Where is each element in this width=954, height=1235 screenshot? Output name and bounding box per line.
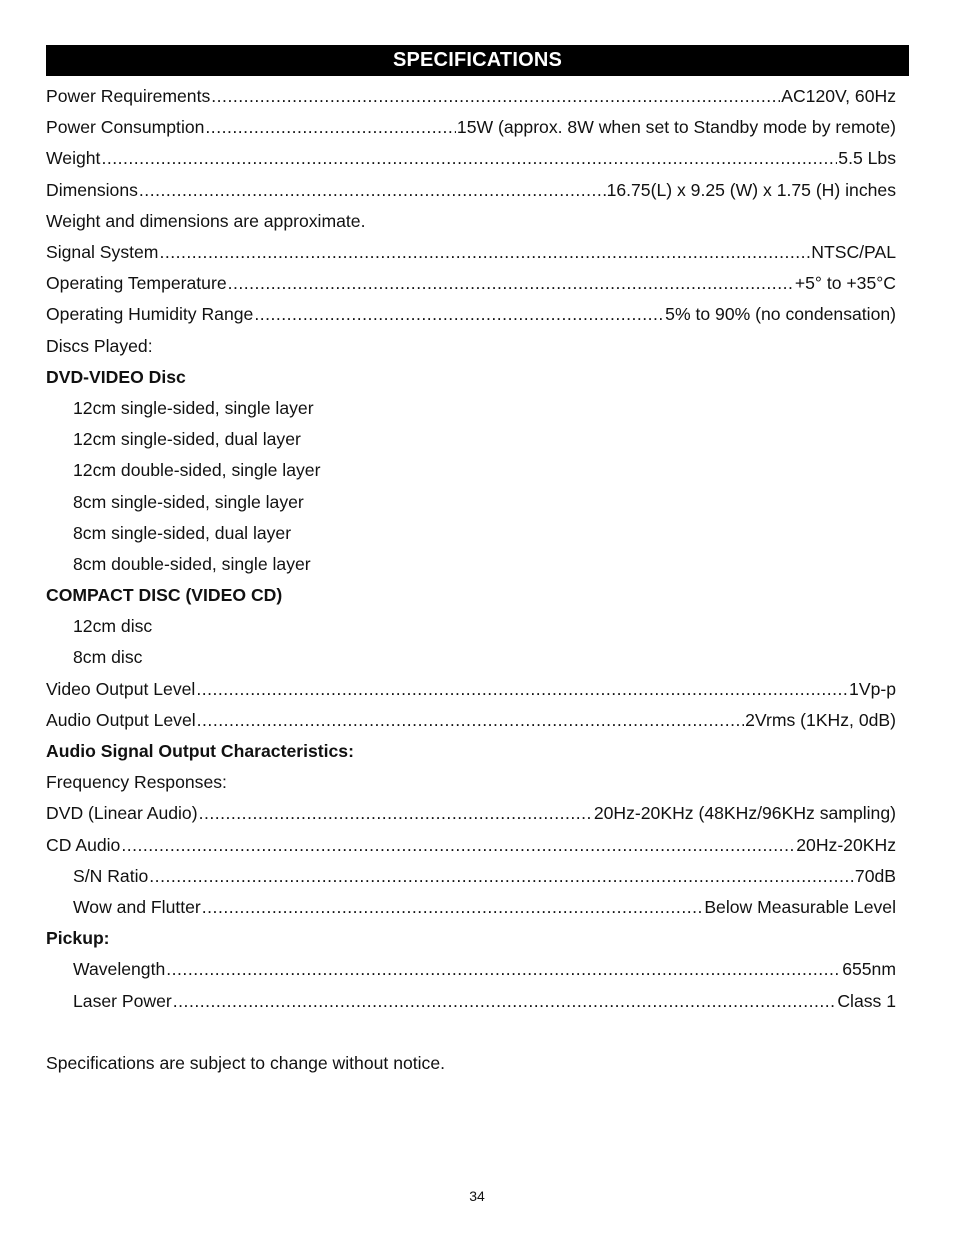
spec-heading: DVD-VIDEO Disc: [46, 366, 186, 387]
spec-item: 12cm single-sided, single layer: [73, 397, 314, 418]
spec-value: 1Vp-p: [849, 678, 896, 699]
spec-heading: Audio Signal Output Characteristics:: [46, 741, 354, 762]
spec-row-operating-temperature: [46, 268, 896, 299]
spec-row-wavelength: [46, 954, 896, 985]
spec-row-video-output-level: [46, 674, 896, 705]
spec-value: 20Hz-20KHz (48KHz/96KHz sampling): [593, 803, 896, 824]
spec-row-weight: [46, 143, 896, 174]
spec-value: Below Measurable Level: [704, 896, 896, 917]
spec-item: 8cm single-sided, single layer: [73, 491, 304, 512]
leader-dots: [159, 242, 810, 263]
spec-heading-discs-played: [46, 331, 896, 362]
spec-label: Audio Output Level: [46, 709, 196, 730]
page-title: SPECIFICATIONS: [46, 45, 909, 76]
spec-label: Video Output Level: [46, 678, 196, 699]
leader-dots: [199, 803, 593, 824]
spec-label: Wavelength: [73, 959, 166, 980]
page-number: 34: [469, 1188, 485, 1204]
leader-dots: [173, 991, 837, 1012]
footer-note-text: Specifications are subject to change without notice.: [46, 1052, 446, 1073]
spacer: [46, 1017, 896, 1048]
spec-row-wow-flutter: [46, 892, 896, 923]
leader-dots: [149, 866, 854, 887]
leader-dots: [205, 117, 456, 138]
spec-item: 12cm double-sided, single layer: [73, 460, 321, 481]
spec-heading-compact-disc: [46, 580, 896, 611]
leader-dots: [254, 304, 664, 325]
spec-value: 16.75(L) x 9.25 (W) x 1.75 (H) inches: [606, 179, 896, 200]
spec-label: Laser Power: [73, 990, 172, 1011]
spec-note-approximate: [46, 206, 896, 237]
spec-label: Signal System: [46, 242, 159, 263]
spec-heading: Discs Played:: [46, 335, 153, 356]
spec-row-power-requirements: [46, 81, 896, 112]
spec-row-dimensions: [46, 175, 896, 206]
spec-heading: Pickup:: [46, 928, 110, 949]
spec-row-audio-output-level: [46, 705, 896, 736]
spec-value: 5.5 Lbs: [838, 148, 896, 169]
leader-dots: [101, 148, 837, 169]
spec-list: [46, 81, 896, 1079]
spec-value: 70dB: [854, 865, 896, 886]
spec-disc-item: [46, 486, 896, 517]
spec-value: 2Vrms (1KHz, 0dB): [745, 709, 896, 730]
leader-dots: [121, 835, 795, 856]
spec-disc-item: [46, 518, 896, 549]
leader-dots: [197, 710, 744, 731]
leader-dots: [228, 273, 794, 294]
footer-note: [46, 1048, 896, 1079]
spec-label: Weight: [46, 148, 101, 169]
spec-label: Operating Temperature: [46, 273, 227, 294]
spec-heading: COMPACT DISC (VIDEO CD): [46, 585, 283, 606]
spec-row-cd-audio: [46, 830, 896, 861]
spec-item: 8cm disc: [73, 647, 143, 668]
spec-disc-item: [46, 455, 896, 486]
spec-disc-item: [46, 393, 896, 424]
spec-item: 8cm single-sided, dual layer: [73, 522, 292, 543]
spec-row-power-consumption: [46, 112, 896, 143]
leader-dots: [139, 180, 606, 201]
spec-item: 8cm double-sided, single layer: [73, 553, 311, 574]
spec-label: Operating Humidity Range: [46, 304, 254, 325]
leader-dots: [202, 897, 704, 918]
spec-row-laser-power: [46, 985, 896, 1016]
spec-item: 12cm single-sided, dual layer: [73, 429, 301, 450]
spec-disc-item: [46, 642, 896, 673]
spec-heading-pickup: [46, 923, 896, 954]
spec-disc-item: [46, 424, 896, 455]
spec-value: Class 1: [837, 990, 896, 1011]
spec-value: 20Hz-20KHz: [796, 834, 896, 855]
spec-disc-item: [46, 549, 896, 580]
spec-value: 15W (approx. 8W when set to Standby mode by remote): [456, 117, 896, 138]
spec-label: S/N Ratio: [73, 865, 149, 886]
spec-heading-audio-signal: [46, 736, 896, 767]
leader-dots: [211, 86, 780, 107]
spec-label: Power Requirements: [46, 86, 211, 107]
spec-heading: Frequency Responses:: [46, 772, 227, 793]
spec-value: +5° to +35°C: [794, 273, 896, 294]
spec-heading-dvd-video: [46, 362, 896, 393]
spec-row-sn-ratio: [46, 861, 896, 892]
spec-row-signal-system: [46, 237, 896, 268]
spec-value: 655nm: [842, 959, 896, 980]
spec-label: Dimensions: [46, 179, 138, 200]
spec-row-dvd-linear-audio: [46, 798, 896, 829]
spec-value: AC120V, 60Hz: [781, 86, 896, 107]
spec-label: DVD (Linear Audio): [46, 803, 198, 824]
spec-value: 5% to 90% (no condensation): [665, 304, 896, 325]
leader-dots: [166, 959, 841, 980]
spec-label: Wow and Flutter: [73, 896, 201, 917]
spec-label: CD Audio: [46, 834, 121, 855]
spec-item: 12cm disc: [73, 616, 153, 637]
spec-value: NTSC/PAL: [811, 242, 896, 263]
spec-note: Weight and dimensions are approximate.: [46, 210, 366, 231]
spec-disc-item: [46, 611, 896, 642]
spec-heading-frequency-responses: [46, 767, 896, 798]
spec-row-operating-humidity: [46, 299, 896, 330]
spec-label: Power Consumption: [46, 117, 205, 138]
leader-dots: [196, 679, 848, 700]
